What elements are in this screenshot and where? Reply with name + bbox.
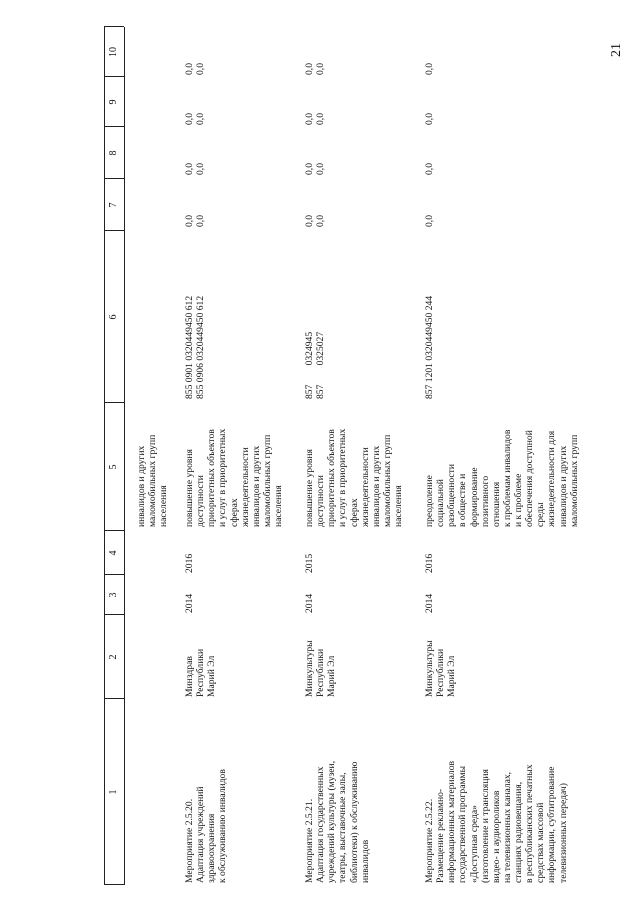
header-col-3: 3 xyxy=(108,592,119,598)
row-value-col9: 0,0 0,0 xyxy=(184,113,207,125)
row-start-year: 2014 xyxy=(304,593,315,613)
row-budget-code: 857 0324945 857 0325027 xyxy=(304,331,327,399)
header-col-4: 4 xyxy=(108,550,119,556)
carryover-text: инвалидов и других маломобильных групп населения xyxy=(136,434,170,527)
row-end-year: 2015 xyxy=(304,553,315,573)
row-start-year: 2014 xyxy=(424,593,435,613)
row-expected-result: преодоление социальной разобщенности в обществе и формирование позитивного отношения к проблемам инвалидов и к проблеме обеспечения доступной среды жизнедеятельности для инвалидов и других маломобильных групп xyxy=(424,429,580,527)
header-col-7: 7 xyxy=(108,202,119,208)
row-value-col10: 0,0 0,0 xyxy=(184,63,207,75)
header-col-8: 8 xyxy=(108,150,119,156)
row-value-col8: 0,0 0,0 xyxy=(184,163,207,175)
row-expected-result: повышение уровня доступности приоритетных объектов и услуг в приоритетных сферах жизнедеятельности инвалидов и других маломобильных групп населения xyxy=(304,428,404,527)
row-expected-result: повышение уровня доступности приоритетных объектов и услуг в приоритетных сферах жизнедеятельности инвалидов и других маломобильных групп населения xyxy=(184,428,284,527)
row-budget-code: 857 1201 0320449450 244 xyxy=(424,295,435,399)
header-col-6: 6 xyxy=(108,314,119,320)
row-value-col7: 0,0 0,0 xyxy=(304,215,327,227)
header-col-10: 10 xyxy=(108,47,119,57)
row-value-col7: 0,0 xyxy=(424,215,435,227)
row-value-col7: 0,0 0,0 xyxy=(184,215,207,227)
row-value-col9: 0,0 0,0 xyxy=(304,113,327,125)
header-col-2: 2 xyxy=(108,654,119,660)
row-value-col10: 0,0 xyxy=(424,63,435,75)
rotated-table xyxy=(104,25,580,885)
row-value-col10: 0,0 0,0 xyxy=(304,63,327,75)
row-executor: Минкультуры Республики Марий Эл xyxy=(424,640,458,697)
row-executor: Минздрав Республики Марий Эл xyxy=(184,648,218,697)
row-value-col8: 0,0 xyxy=(424,163,435,175)
row-start-year: 2014 xyxy=(184,593,195,613)
row-measure-description: Мероприятие 2.5.22. Размещение рекламно- информационных материалов государственной программы «Доступная среда» (изготовление и трансляция видео- и аудиороликов на телевизионных каналах, станциях радиовещания, в республиканских печатных средствах массовой информации, субтитрование телевизионных передач) xyxy=(424,760,569,883)
row-end-year: 2016 xyxy=(424,553,435,573)
header-bottom-line xyxy=(124,27,125,885)
header-col-9: 9 xyxy=(108,99,119,105)
row-budget-code: 855 0901 0320449450 612 855 0906 0320449450 612 xyxy=(184,295,207,399)
row-value-col8: 0,0 0,0 xyxy=(304,163,327,175)
row-measure-description: Мероприятие 2.5.20. Адаптация учреждений здравоохранения к обслуживанию инвалидов xyxy=(184,769,229,883)
page-number: 21 xyxy=(609,43,624,57)
row-executor: Минкультуры Республики Марий Эл xyxy=(304,640,338,697)
header-col-1: 1 xyxy=(108,789,119,795)
row-value-col9: 0,0 xyxy=(424,113,435,125)
row-measure-description: Мероприятие 2.5.21. Адаптация государственных учреждений культуры (музеи, театры, выставочные залы, библиотеки) к обслуживанию инвалидов xyxy=(304,760,371,883)
header-col-5: 5 xyxy=(108,464,119,470)
row-end-year: 2016 xyxy=(184,553,195,573)
